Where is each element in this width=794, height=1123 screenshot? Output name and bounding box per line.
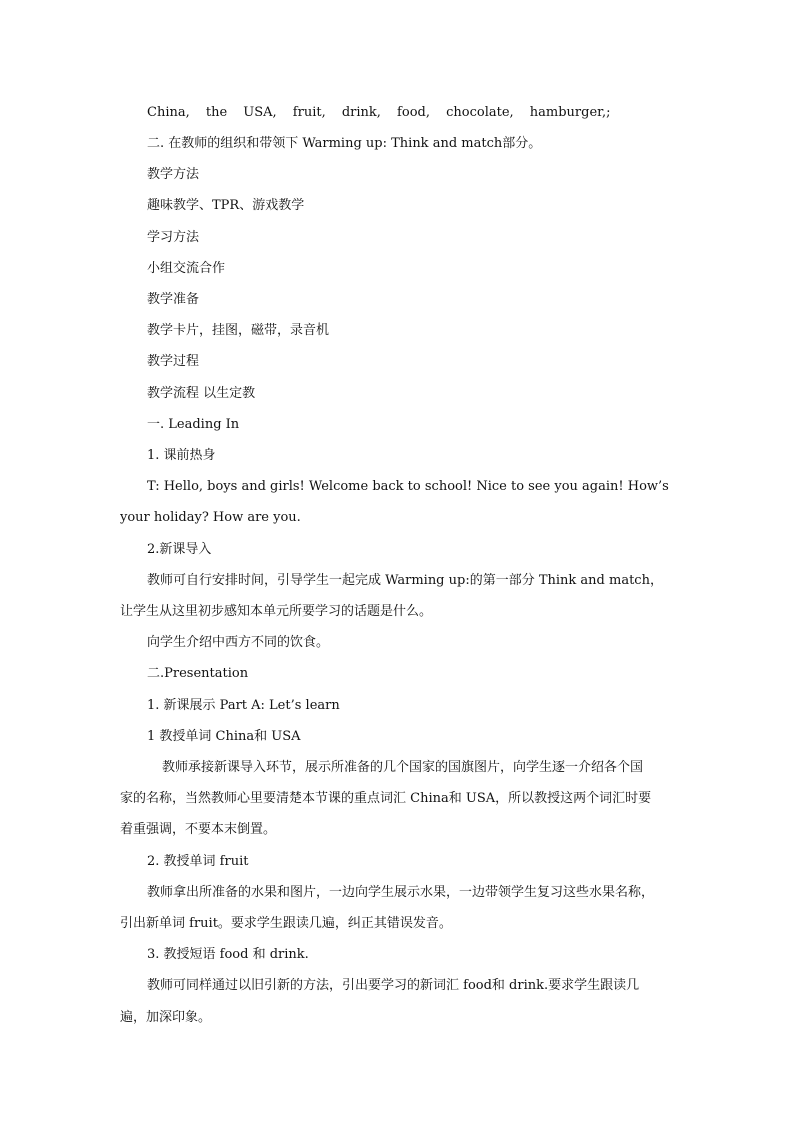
heading-learning-method: 学习方法 <box>147 230 200 245</box>
section-presentation: 二.Presentation <box>147 666 249 681</box>
step-new-lesson-intro: 2.新课导入 <box>147 542 212 557</box>
intro-paragraph-line-2: 让学生从这里初步感知本单元所要学习的话题是什么。 <box>120 604 433 619</box>
learning-method-text: 小组交流合作 <box>147 261 226 276</box>
china-usa-paragraph-line-1: 教师承接新课导入环节，展示所准备的几个国家的国旗图片，向学生逐一介绍各个国 <box>162 760 644 775</box>
greeting-line-1: T: Hello, boys and girls! Welcome back to school! Nice to see you again! How’s <box>147 479 669 494</box>
section-warming-up: 二. 在教师的组织和带领下 Warming up: Think and match部分。 <box>147 136 542 151</box>
step-warm-up: 1. 课前热身 <box>147 448 216 463</box>
step-part-a: 1. 新课展示 Part A: Let’s learn <box>147 698 340 713</box>
vocab-line: China, the USA, fruit, drink, food, chocolate, hamburger,; <box>147 105 611 120</box>
food-drink-paragraph-line-2: 遍，加深印象。 <box>120 1010 212 1025</box>
teaching-prep-text: 教学卡片，挂图，磁带，录音机 <box>147 323 330 338</box>
section-leading-in: 一. Leading In <box>147 417 240 432</box>
food-drink-paragraph-line-1: 教师可同样通过以旧引新的方法，引出要学习的新词汇 food和 drink.要求学生跟读几 <box>147 978 640 993</box>
step-teach-food-drink: 3. 教授短语 food 和 drink. <box>147 947 309 962</box>
teaching-flow-text: 教学流程 以生定教 <box>147 386 256 401</box>
teaching-method-text: 趣味教学、TPR、游戏教学 <box>147 198 305 213</box>
intro-food-text: 向学生介绍中西方不同的饮食。 <box>147 635 330 650</box>
fruit-paragraph-line-1: 教师拿出所准备的水果和图片，一边向学生展示水果，一边带领学生复习这些水果名称， <box>147 885 655 900</box>
fruit-paragraph-line-2: 引出新单词 fruit。要求学生跟读几遍，纠正其错误发音。 <box>120 916 452 931</box>
intro-paragraph-line-1: 教师可自行安排时间，引导学生一起完成 Warming up:的第一部分 Think and match， <box>147 573 663 588</box>
china-usa-paragraph-line-3: 着重强调，不要本末倒置。 <box>120 822 277 837</box>
china-usa-paragraph-line-2: 家的名称，当然教师心里要清楚本节课的重点词汇 China和 USA，所以教授这两个词汇时要 <box>120 791 652 806</box>
step-teach-fruit: 2. 教授单词 fruit <box>147 854 249 869</box>
step-teach-china-usa: 1 教授单词 China和 USA <box>147 729 301 744</box>
greeting-line-2: your holiday? How are you. <box>120 510 301 525</box>
heading-teaching-method: 教学方法 <box>147 167 200 182</box>
heading-teaching-prep: 教学准备 <box>147 292 200 307</box>
heading-teaching-process: 教学过程 <box>147 354 200 369</box>
